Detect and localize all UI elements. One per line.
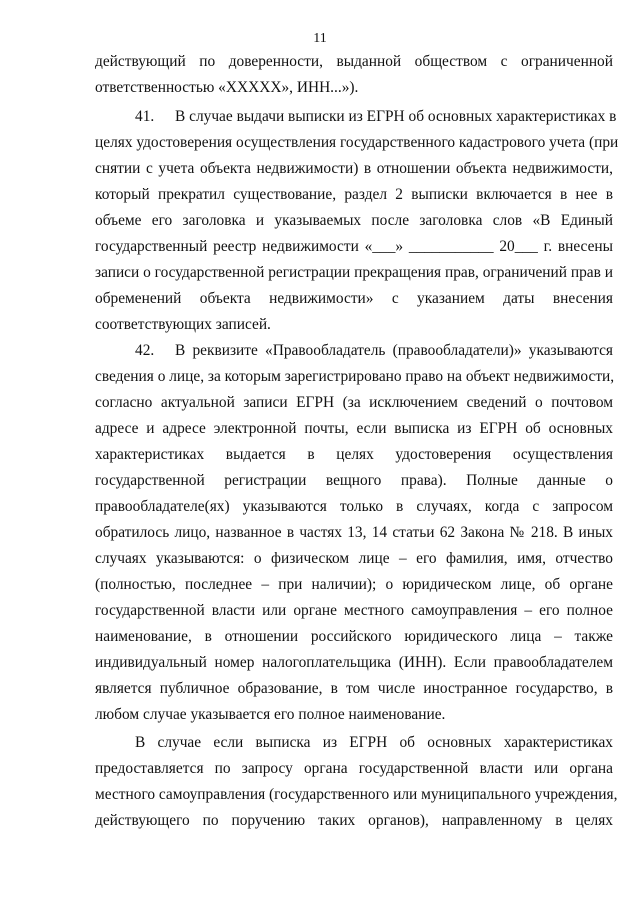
text-line: случаях указываются: о физическом лице – его фамилия, имя, отчество [95, 550, 613, 567]
text-line: обратилось лицо, названное в частях 13, 14 статьи 62 Закона № 218. В иных [95, 524, 613, 541]
text-line: адресе и адресе электронной почты, если выписка из ЕГРН об основных [95, 420, 613, 437]
text-line: действующий по доверенности, выданной обществом с ограниченной [95, 53, 613, 70]
text-line: правообладателе(ях) указываются только в случаях, когда с запросом [95, 498, 613, 515]
paragraph-first-line: В случае если выписка из ЕГРН об основных характеристиках [135, 734, 613, 751]
text-line: характеристиках выдается в целях удостоверения осуществления [95, 446, 613, 463]
text-line: записи о государственной регистрации прекращения прав, ограничений прав и [95, 264, 613, 281]
text-line: соответствующих записей. [95, 316, 271, 333]
paragraph-number: 41. [135, 108, 155, 125]
text-line: который прекратил существование, раздел 2 выписки включается в нее в [95, 186, 613, 203]
text-line: согласно актуальной записи ЕГРН (за исключением сведений о почтовом [95, 394, 613, 411]
text-line: любом случае указывается его полное наименование. [95, 706, 446, 723]
paragraph-41-first-line [135, 107, 617, 127]
text-line: местного самоуправления (государственного или муниципального учреждения, [95, 786, 618, 803]
text-line: наименование, в отношении российского юридического лица – также [95, 628, 613, 645]
text-line: является публичное образование, в том числе иностранное государство, в [95, 680, 613, 697]
text-line: обременений объекта недвижимости» с указанием даты внесения [95, 290, 613, 307]
text-line: сведения о лице, за которым зарегистрировано право на объект недвижимости, [95, 368, 615, 385]
text-line: объеме его заголовка и указываемых после заголовка слов «В Единый [95, 212, 613, 229]
text-line: действующего по поручению таких органов), направленному в целях [95, 812, 613, 829]
text-line: В реквизите «Правообладатель (правообладатели)» указываются [175, 342, 613, 359]
text-line: (полностью, последнее – при наличии); о юридическом лице, об органе [95, 576, 613, 593]
page-number: 11 [313, 31, 327, 46]
text-line: В случае выдачи выписки из ЕГРН об основных характеристиках в [175, 108, 617, 125]
text-line: государственной власти или органе местного самоуправления – его полное [95, 602, 613, 619]
text-line: предоставляется по запросу органа государственной власти или органа [95, 760, 613, 777]
paragraph-number: 42. [135, 342, 155, 359]
text-line: целях удостоверения осуществления государственного кадастрового учета (при [95, 134, 619, 151]
text-line: государственный реестр недвижимости «___» ___________ 20___ г. внесены [95, 238, 613, 255]
paragraph-42-first-line [135, 341, 613, 361]
text-line: государственной регистрации вещного права). Полные данные о [95, 472, 613, 489]
text-line: индивидуальный номер налогоплательщика (ИНН). Если правообладателем [95, 654, 613, 671]
text-line: снятии с учета объекта недвижимости) в отношении объекта недвижимости, [95, 160, 613, 177]
text-line: ответственностью «XXXXX», ИНН...»). [95, 79, 359, 96]
